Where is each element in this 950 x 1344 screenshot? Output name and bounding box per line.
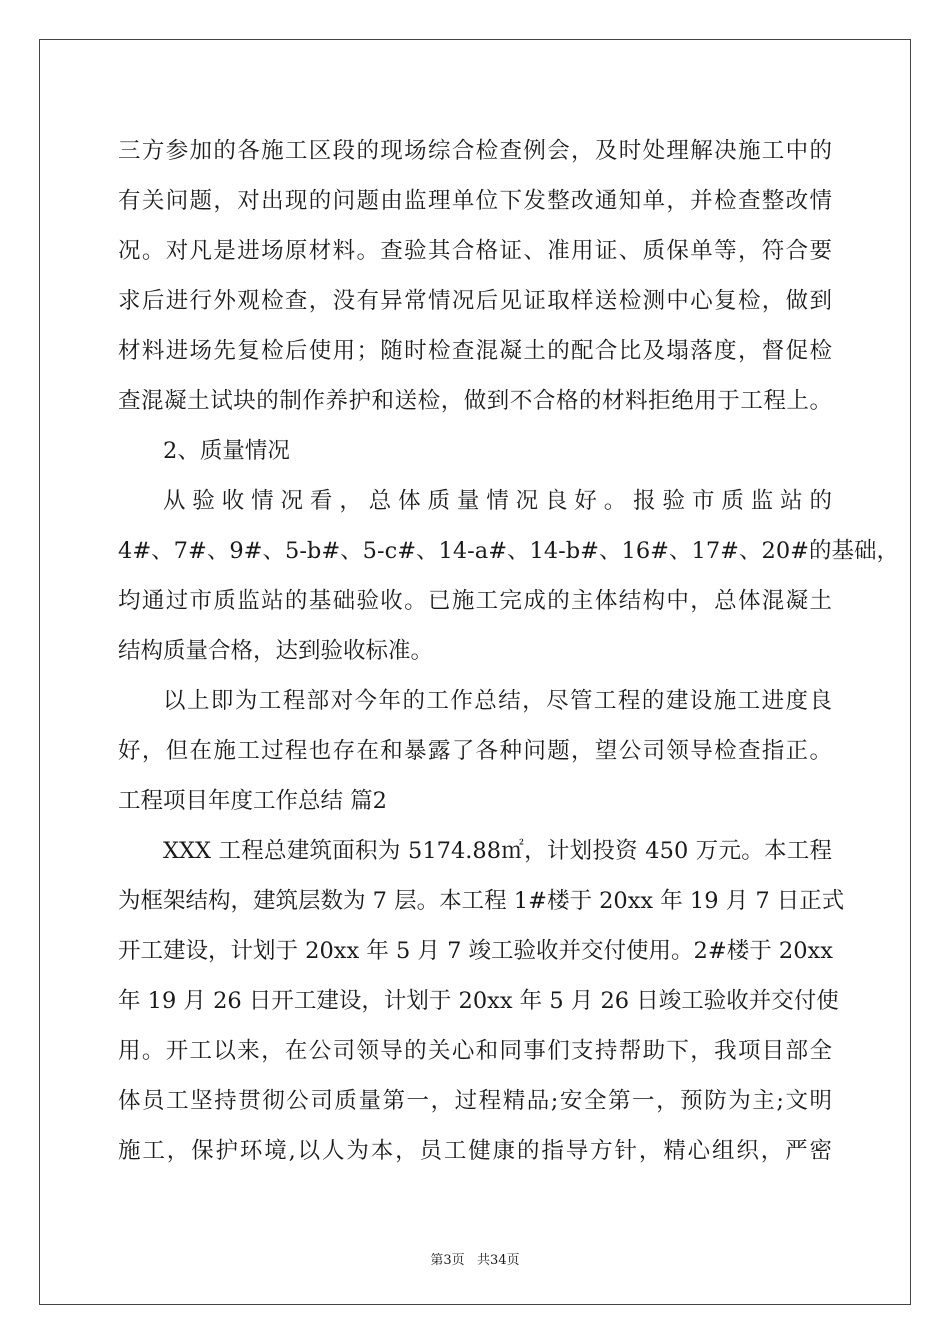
article-title: 工程项目年度工作总结 篇2 <box>118 788 387 814</box>
body-text-line: 有关问题，对出现的问题由监理单位下发整改通知单，并检查整改情 <box>118 188 832 214</box>
body-text-line: 4#、7#、9#、5-b#、5-c#、14-a#、14-b#、16#、17#、20#的基础， <box>118 538 899 564</box>
body-text-line: 为框架结构，建筑层数为 7 层。本工程 1#楼于 20xx 年 19 月 7 日正式 <box>118 888 845 914</box>
body-text-line: 施工，保护环境,以人为本，员工健康的指导方针，精心组织，严密 <box>118 1138 832 1164</box>
page-number-footer: 第3页 共34页 <box>430 1253 520 1268</box>
body-text-line: 以上即为工程部对今年的工作总结，尽管工程的建设施工进度良 <box>163 688 832 714</box>
body-text-line: 材料进场先复检后使用；随时检查混凝土的配合比及塌落度，督促检 <box>118 338 832 364</box>
body-text-line: 开工建设，计划于 20xx 年 5 月 7 竣工验收并交付使用。2#楼于 20xx <box>118 938 833 964</box>
body-text-line: 均通过市质监站的基础验收。已施工完成的主体结构中，总体混凝土 <box>118 588 832 614</box>
body-text-line: 体员工坚持贯彻公司质量第一，过程精品;安全第一，预防为主;文明 <box>118 1088 832 1114</box>
body-text-line: 结构质量合格，达到验收标准。 <box>118 638 434 664</box>
body-text-line: 查混凝土试块的制作养护和送检，做到不合格的材料拒绝用于工程上。 <box>118 388 832 414</box>
body-text-line: 用。开工以来，在公司领导的关心和同事们支持帮助下，我项目部全 <box>118 1038 832 1064</box>
body-text-line: 三方参加的各施工区段的现场综合检查例会，及时处理解决施工中的 <box>118 138 832 164</box>
section-heading: 2、质量情况 <box>163 438 290 464</box>
body-text-line: 好，但在施工过程也存在和暴露了各种问题，望公司领导检查指正。 <box>118 738 832 764</box>
page-border <box>39 39 911 1305</box>
body-text-line: 况。对凡是进场原材料。查验其合格证、准用证、质保单等，符合要 <box>118 238 832 264</box>
body-text-line: XXX 工程总建筑面积为 5174.88㎡，计划投资 450 万元。本工程 <box>163 838 832 864</box>
body-text-line: 从验收情况看，总体质量情况良好。报验市质监站的 <box>163 488 832 514</box>
body-text-line: 求后进行外观检查，没有异常情况后见证取样送检测中心复检，做到 <box>118 288 832 314</box>
body-text-line: 年 19 月 26 日开工建设，计划于 20xx 年 5 月 26 日竣工验收并交付使 <box>118 988 839 1014</box>
